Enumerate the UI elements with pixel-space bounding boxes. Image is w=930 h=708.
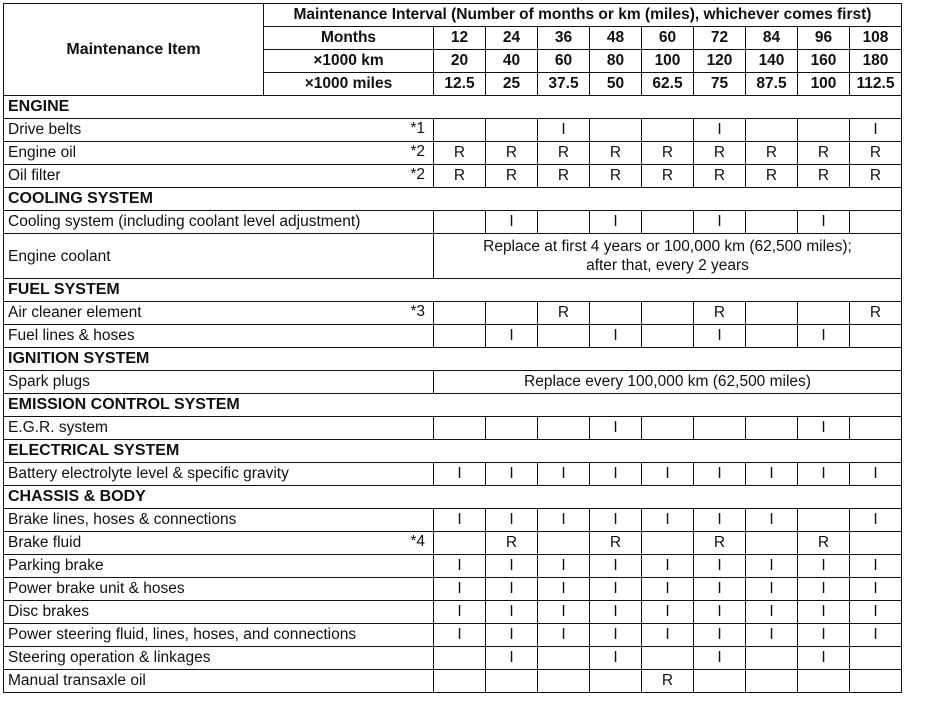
section-row (4, 486, 902, 509)
item-name: Steering operation & linkages (8, 649, 211, 666)
inspect-mark: I (746, 578, 798, 601)
empty-cell (642, 119, 694, 142)
inspect-mark: I (746, 555, 798, 578)
table-row (4, 624, 902, 647)
replace-mark: R (486, 165, 538, 188)
item-name: Disc brakes (8, 603, 89, 620)
inspect-mark: I (590, 325, 642, 348)
interval-value: 60 (642, 27, 694, 50)
inspect-mark: I (694, 647, 746, 670)
inspect-mark: I (486, 555, 538, 578)
empty-cell (850, 325, 902, 348)
empty-cell (486, 119, 538, 142)
table-row (4, 302, 902, 325)
footnote-ref: *2 (410, 143, 425, 160)
inspect-mark: I (590, 555, 642, 578)
interval-value: 100 (642, 50, 694, 73)
empty-cell (746, 647, 798, 670)
empty-cell (434, 325, 486, 348)
item-name: Brake lines, hoses & connections (8, 511, 237, 528)
interval-value: 84 (746, 27, 798, 50)
interval-note-cell (434, 234, 902, 279)
replace-mark: R (486, 532, 538, 555)
inspect-mark: I (694, 119, 746, 142)
inspect-mark: I (694, 463, 746, 486)
replace-mark: R (538, 302, 590, 325)
replace-mark: R (798, 142, 850, 165)
section-row (4, 96, 902, 119)
interval-note-line: Replace at first 4 years or 100,000 km (62,500 miles); (483, 238, 852, 255)
inspect-mark: I (590, 463, 642, 486)
maintenance-schedule-table (3, 3, 902, 693)
empty-cell (434, 119, 486, 142)
inspect-mark: I (590, 417, 642, 440)
replace-mark: R (590, 142, 642, 165)
section-row (4, 394, 902, 417)
inspect-mark: I (798, 325, 850, 348)
empty-cell (538, 670, 590, 693)
inspect-mark: I (486, 624, 538, 647)
empty-cell (642, 211, 694, 234)
empty-cell (850, 670, 902, 693)
empty-cell (798, 119, 850, 142)
replace-mark: R (642, 165, 694, 188)
inspect-mark: I (694, 509, 746, 532)
table-row (4, 509, 902, 532)
empty-cell (642, 302, 694, 325)
item-name-cell (4, 532, 434, 555)
empty-cell (694, 670, 746, 693)
empty-cell (434, 302, 486, 325)
interval-value: 100 (798, 73, 850, 96)
inspect-mark: I (850, 624, 902, 647)
section-title: ELECTRICAL SYSTEM (4, 440, 902, 463)
item-name-cell (4, 578, 434, 601)
empty-cell (590, 119, 642, 142)
empty-cell (746, 211, 798, 234)
footnote-ref: *3 (410, 303, 425, 320)
table-row (4, 325, 902, 348)
interval-value: 12.5 (434, 73, 486, 96)
item-name-cell (4, 601, 434, 624)
empty-cell (798, 302, 850, 325)
interval-value: 87.5 (746, 73, 798, 96)
item-name: Fuel lines & hoses (8, 327, 135, 344)
table-row (4, 417, 902, 440)
interval-value: 48 (590, 27, 642, 50)
inspect-mark: I (746, 624, 798, 647)
item-name-cell (4, 302, 434, 325)
inspect-mark: I (590, 578, 642, 601)
item-name-cell (4, 211, 434, 234)
section-title: ENGINE (4, 96, 902, 119)
interval-note-line: after that, every 2 years (586, 257, 749, 274)
replace-mark: R (590, 532, 642, 555)
item-name-cell (4, 142, 434, 165)
inspect-mark: I (798, 624, 850, 647)
inspect-mark: I (434, 463, 486, 486)
interval-row-label: ×1000 miles (264, 73, 434, 96)
item-name-cell (4, 463, 434, 486)
table-row (4, 234, 902, 279)
inspect-mark: I (590, 211, 642, 234)
inspect-mark: I (486, 509, 538, 532)
inspect-mark: I (434, 509, 486, 532)
inspect-mark: I (850, 463, 902, 486)
empty-cell (642, 647, 694, 670)
footnote-ref: *2 (410, 166, 425, 183)
empty-cell (486, 670, 538, 693)
interval-note-cell (434, 371, 902, 394)
empty-cell (798, 670, 850, 693)
empty-cell (746, 325, 798, 348)
interval-value: 120 (694, 50, 746, 73)
inspect-mark: I (434, 578, 486, 601)
inspect-mark: I (746, 601, 798, 624)
inspect-mark: I (538, 463, 590, 486)
interval-value: 50 (590, 73, 642, 96)
replace-mark: R (486, 142, 538, 165)
replace-mark: R (746, 142, 798, 165)
table-row (4, 578, 902, 601)
inspect-mark: I (590, 647, 642, 670)
empty-cell (850, 417, 902, 440)
interval-value: 160 (798, 50, 850, 73)
section-row (4, 348, 902, 371)
item-name: Battery electrolyte level & specific gravity (8, 465, 289, 482)
inspect-mark: I (434, 555, 486, 578)
inspect-mark: I (642, 463, 694, 486)
inspect-mark: I (538, 578, 590, 601)
item-name-cell (4, 624, 434, 647)
interval-title: Maintenance Interval (Number of months or km (miles), whichever comes first) (264, 4, 902, 27)
interval-value: 96 (798, 27, 850, 50)
replace-mark: R (798, 532, 850, 555)
item-name: E.G.R. system (8, 419, 108, 436)
item-name-cell (4, 670, 434, 693)
replace-mark: R (850, 165, 902, 188)
empty-cell (642, 325, 694, 348)
item-name-cell (4, 647, 434, 670)
empty-cell (538, 325, 590, 348)
section-title: IGNITION SYSTEM (4, 348, 902, 371)
inspect-mark: I (694, 601, 746, 624)
empty-cell (538, 211, 590, 234)
empty-cell (590, 670, 642, 693)
interval-note-line: Replace every 100,000 km (62,500 miles) (524, 373, 811, 390)
interval-value: 80 (590, 50, 642, 73)
empty-cell (746, 302, 798, 325)
item-name: Brake fluid (8, 534, 82, 551)
empty-cell (798, 509, 850, 532)
inspect-mark: I (642, 578, 694, 601)
replace-mark: R (694, 302, 746, 325)
inspect-mark: I (850, 119, 902, 142)
replace-mark: R (434, 165, 486, 188)
inspect-mark: I (538, 119, 590, 142)
item-name: Air cleaner element (8, 304, 142, 321)
interval-value: 20 (434, 50, 486, 73)
inspect-mark: I (538, 555, 590, 578)
interval-value: 62.5 (642, 73, 694, 96)
interval-value: 25 (486, 73, 538, 96)
empty-cell (850, 647, 902, 670)
item-name: Parking brake (8, 557, 104, 574)
empty-cell (434, 417, 486, 440)
table-row (4, 371, 902, 394)
empty-cell (538, 532, 590, 555)
inspect-mark: I (850, 555, 902, 578)
interval-value: 75 (694, 73, 746, 96)
empty-cell (434, 211, 486, 234)
empty-cell (538, 417, 590, 440)
replace-mark: R (538, 142, 590, 165)
section-row (4, 188, 902, 211)
inspect-mark: I (694, 211, 746, 234)
inspect-mark: I (486, 601, 538, 624)
empty-cell (538, 647, 590, 670)
inspect-mark: I (486, 578, 538, 601)
inspect-mark: I (538, 509, 590, 532)
section-title: EMISSION CONTROL SYSTEM (4, 394, 902, 417)
item-name-cell (4, 417, 434, 440)
empty-cell (746, 417, 798, 440)
item-name: Manual transaxle oil (8, 672, 146, 689)
inspect-mark: I (850, 578, 902, 601)
replace-mark: R (694, 165, 746, 188)
replace-mark: R (642, 670, 694, 693)
interval-value: 12 (434, 27, 486, 50)
item-name-cell (4, 165, 434, 188)
empty-cell (434, 532, 486, 555)
inspect-mark: I (538, 601, 590, 624)
item-name-cell (4, 371, 434, 394)
replace-mark: R (642, 142, 694, 165)
replace-mark: R (538, 165, 590, 188)
section-title: COOLING SYSTEM (4, 188, 902, 211)
empty-cell (486, 417, 538, 440)
inspect-mark: I (590, 624, 642, 647)
interval-value: 112.5 (850, 73, 902, 96)
inspect-mark: I (642, 624, 694, 647)
interval-value: 40 (486, 50, 538, 73)
interval-row-label: Months (264, 27, 434, 50)
interval-value: 108 (850, 27, 902, 50)
inspect-mark: I (746, 509, 798, 532)
inspect-mark: I (642, 555, 694, 578)
inspect-mark: I (798, 463, 850, 486)
table-row (4, 211, 902, 234)
inspect-mark: I (694, 555, 746, 578)
table-row (4, 601, 902, 624)
table-row (4, 670, 902, 693)
inspect-mark: I (538, 624, 590, 647)
empty-cell (746, 119, 798, 142)
empty-cell (850, 211, 902, 234)
empty-cell (746, 532, 798, 555)
table-row (4, 142, 902, 165)
inspect-mark: I (694, 578, 746, 601)
table-row (4, 119, 902, 142)
inspect-mark: I (590, 601, 642, 624)
inspect-mark: I (642, 509, 694, 532)
inspect-mark: I (694, 325, 746, 348)
section-title: CHASSIS & BODY (4, 486, 902, 509)
empty-cell (694, 417, 746, 440)
interval-value: 140 (746, 50, 798, 73)
item-name: Engine coolant (8, 247, 111, 265)
inspect-mark: I (850, 509, 902, 532)
section-row (4, 279, 902, 302)
item-name: Drive belts (8, 121, 82, 138)
replace-mark: R (746, 165, 798, 188)
inspect-mark: I (486, 325, 538, 348)
interval-value: 60 (538, 50, 590, 73)
empty-cell (642, 417, 694, 440)
footnote-ref: *4 (410, 533, 425, 550)
inspect-mark: I (798, 417, 850, 440)
empty-cell (590, 302, 642, 325)
item-name: Power brake unit & hoses (8, 580, 185, 597)
interval-row-label: ×1000 km (264, 50, 434, 73)
section-row (4, 440, 902, 463)
inspect-mark: I (798, 578, 850, 601)
item-name: Cooling system (including coolant level adjustment) (8, 213, 361, 230)
table-row (4, 555, 902, 578)
inspect-mark: I (486, 211, 538, 234)
item-name-cell (4, 509, 434, 532)
inspect-mark: I (642, 601, 694, 624)
item-name-cell (4, 234, 434, 279)
item-name-cell (4, 555, 434, 578)
item-name-cell (4, 325, 434, 348)
inspect-mark: I (798, 601, 850, 624)
inspect-mark: I (850, 601, 902, 624)
inspect-mark: I (434, 601, 486, 624)
table-row (4, 165, 902, 188)
inspect-mark: I (798, 555, 850, 578)
item-name: Oil filter (8, 167, 61, 184)
replace-mark: R (694, 532, 746, 555)
section-title: FUEL SYSTEM (4, 279, 902, 302)
empty-cell (434, 647, 486, 670)
item-name-cell (4, 119, 434, 142)
maintenance-item-header: Maintenance Item (4, 4, 264, 96)
item-name: Power steering fluid, lines, hoses, and connections (8, 626, 357, 643)
footnote-ref: *1 (410, 120, 425, 137)
inspect-mark: I (434, 624, 486, 647)
inspect-mark: I (798, 211, 850, 234)
interval-value: 24 (486, 27, 538, 50)
inspect-mark: I (746, 463, 798, 486)
interval-value: 37.5 (538, 73, 590, 96)
inspect-mark: I (798, 647, 850, 670)
replace-mark: R (434, 142, 486, 165)
item-name: Spark plugs (8, 373, 90, 390)
replace-mark: R (590, 165, 642, 188)
empty-cell (746, 670, 798, 693)
interval-value: 36 (538, 27, 590, 50)
inspect-mark: I (486, 463, 538, 486)
inspect-mark: I (694, 624, 746, 647)
empty-cell (850, 532, 902, 555)
empty-cell (642, 532, 694, 555)
interval-value: 180 (850, 50, 902, 73)
empty-cell (486, 302, 538, 325)
empty-cell (434, 670, 486, 693)
table-row (4, 647, 902, 670)
replace-mark: R (694, 142, 746, 165)
inspect-mark: I (590, 509, 642, 532)
replace-mark: R (850, 142, 902, 165)
replace-mark: R (850, 302, 902, 325)
table-row (4, 532, 902, 555)
inspect-mark: I (486, 647, 538, 670)
table-row (4, 463, 902, 486)
interval-value: 72 (694, 27, 746, 50)
replace-mark: R (798, 165, 850, 188)
item-name: Engine oil (8, 144, 77, 161)
